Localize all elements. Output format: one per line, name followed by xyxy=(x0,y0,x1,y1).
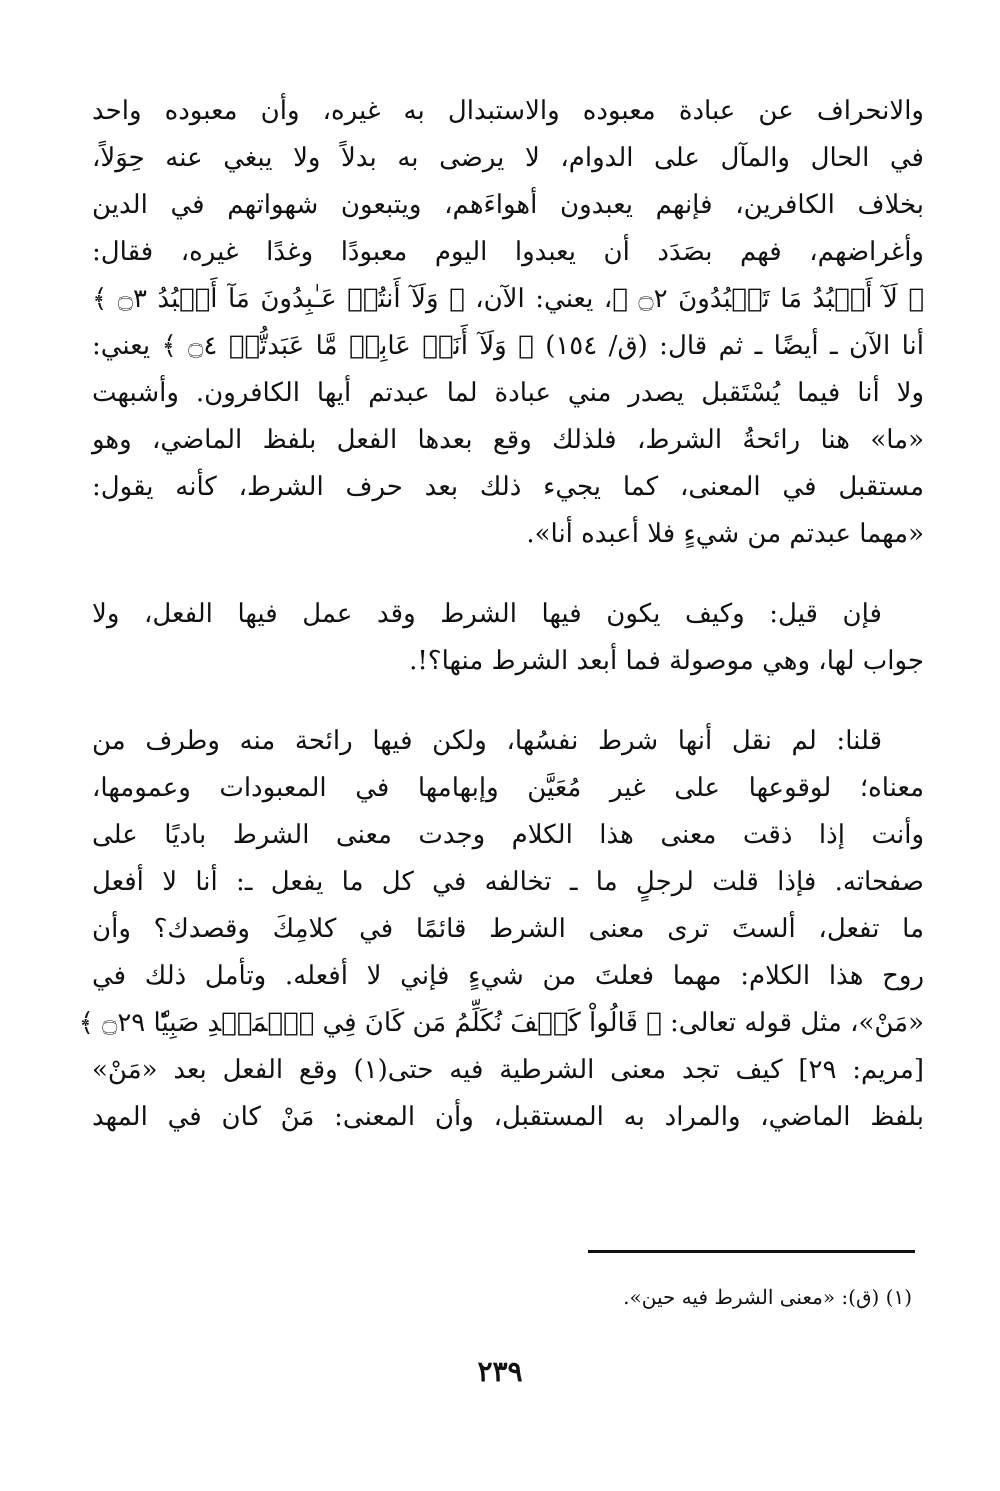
quran-verse-line: «مَنْ»، مثل قوله تعالى: ﴿ قَالُواْ كَيۡفَ نُكَلِّمُ مَن كَانَ فِي ٱلۡمَهۡدِ صَبِيّٗا ۝٢٩ ﴾ xyxy=(78,1008,924,1038)
text-line: [مريم: ٢٩] كيف تجد معنى الشرطية فيه حتى(١) وقع الفعل بعد «مَنْ» xyxy=(92,1055,925,1085)
text-line: روح هذا الكلام: مهما فعلتَ من شيءٍ فإني لا أفعله. وتأمل ذلك في xyxy=(92,961,924,991)
paragraph-1 xyxy=(92,88,924,558)
text-line: «ما» هنا رائحةُ الشرط، فلذلك وقع بعدها الفعل بلفظ الماضي، وهو xyxy=(92,425,924,455)
page-body xyxy=(78,88,925,1141)
text-line: بخلاف الكافرين، فإنهم يعبدون أهواءَهم، ويتبعون شهواتهم في الدين xyxy=(92,190,924,220)
text-line: قلنا: لم نقل أنها شرط نفسُها، ولكن فيها رائحة منه وطرف من xyxy=(92,726,882,756)
text-line: ولا أنا فيما يُسْتَقبل يصدر مني عبادة لما عبدتم أيها الكافرون. وأشبهت xyxy=(92,378,924,408)
text-line: جواب لها، وهي موصولة فما أبعد الشرط منها؟!. xyxy=(409,646,924,676)
paragraph-2 xyxy=(92,591,924,685)
text-line: في الحال والمآل على الدوام، لا يرضى به بدلاً ولا يبغي عنه حِوَلاً، xyxy=(92,143,924,173)
page-number: ٢٣٩ xyxy=(477,1355,523,1388)
quran-verse-line: ﴿ لَآ أَعۡبُدُ مَا تَعۡبُدُونَ ۝٢ ﴾، يعني: الآن، ﴿ وَلَآ أَنتُمۡ عَـٰبِدُونَ مَآ أَعۡبُدُ ۝٣ ﴾ xyxy=(92,284,924,314)
text-line: والانحراف عن عبادة معبوده والاستبدال به غيره، وأن معبوده واحد xyxy=(92,96,924,126)
text-line: وأنت إذا ذقت معنى هذا الكلام وجدت معنى الشرط باديًا على xyxy=(92,820,924,850)
footnote: (١) (ق): «معنى الشرط فيه حين». xyxy=(623,1285,912,1309)
paragraph-gap xyxy=(92,558,924,591)
text-line: مستقبل في المعنى، كما يجيء ذلك بعد حرف الشرط، كأنه يقول: xyxy=(92,472,924,502)
text-line: وأغراضهم، فهم بصَدَد أن يعبدوا اليوم معبودًا وغدًا غيره، فقال: xyxy=(92,237,924,267)
text-line: معناه؛ لوقوعها على غير مُعَيَّن وإبهامها في المعبودات وعمومها، xyxy=(92,773,924,803)
text-line: صفحاته. فإذا قلت لرجلٍ ما ـ تخالفه في كل ما يفعل ـ: أنا لا أفعل xyxy=(92,867,924,897)
text-line: «مهما عبدتم من شيءٍ فلا أعبده أنا». xyxy=(526,519,924,549)
quran-verse-line: أنا الآن ـ أيضًا ـ ثم قال: (ق/ ١٥٤) ﴿ وَلَآ أَنَا۠ عَابِدٞ مَّا عَبَدتُّمۡ ۝٤ ﴾ يعني: xyxy=(92,331,924,361)
paragraph-3 xyxy=(78,718,925,1141)
text-line: ما تفعل، ألستَ ترى معنى الشرط قائمًا في كلامِكَ وقصدك؟ وأن xyxy=(92,914,924,944)
text-line: بلفظ الماضي، والمراد به المستقبل، وأن المعنى: مَنْ كان في المهد xyxy=(92,1102,924,1132)
paragraph-gap xyxy=(92,685,924,718)
footnote-divider xyxy=(588,1250,915,1253)
text-line: فإن قيل: وكيف يكون فيها الشرط وقد عمل فيها الفعل، ولا xyxy=(92,599,882,629)
